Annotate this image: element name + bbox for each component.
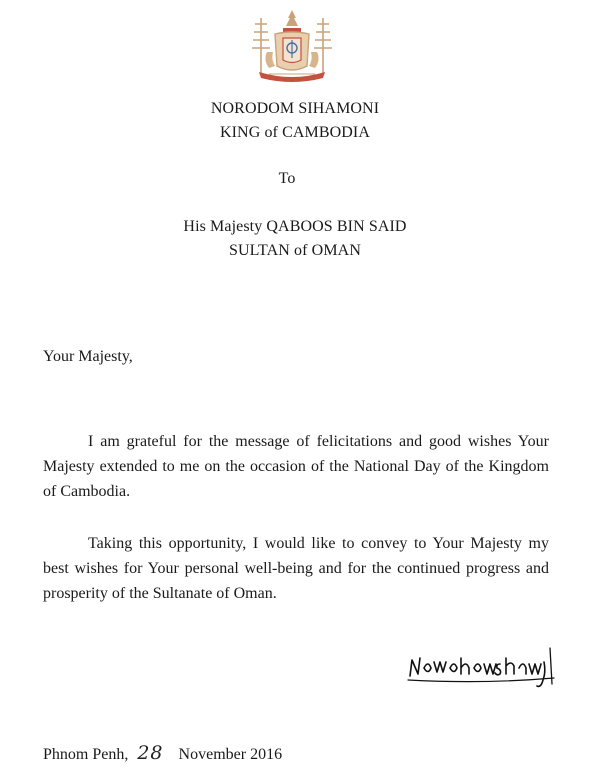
sender-name: NORODOM SIHAMONI: [210, 100, 380, 117]
royal-crest-icon: [247, 8, 337, 86]
closing-month-year: November 2016: [178, 746, 283, 763]
handwritten-signature: [404, 640, 559, 690]
body-paragraph: I am grateful for the message of felicitations and good wishes Your Majesty extended to me on the occasion of the National Day of the Kingdom of Cambodia.: [43, 433, 549, 500]
recipient-title: SULTAN of OMAN: [229, 242, 361, 259]
closing-place: Phnom Penh,: [43, 746, 129, 763]
recipient-name: His Majesty QABOOS BIN SAID: [183, 218, 407, 235]
to-label: To: [278, 170, 296, 187]
closing-line: [43, 742, 282, 764]
closing-day: 28: [137, 742, 164, 764]
sender-title: KING of CAMBODIA: [219, 124, 371, 141]
body-paragraph: Taking this opportunity, I would like to convey to Your Majesty my best wishes for Your personal well-being and for the continued progress and prosperity of the Sultanate of Oman.: [43, 535, 549, 602]
salutation: Your Majesty,: [43, 348, 133, 365]
